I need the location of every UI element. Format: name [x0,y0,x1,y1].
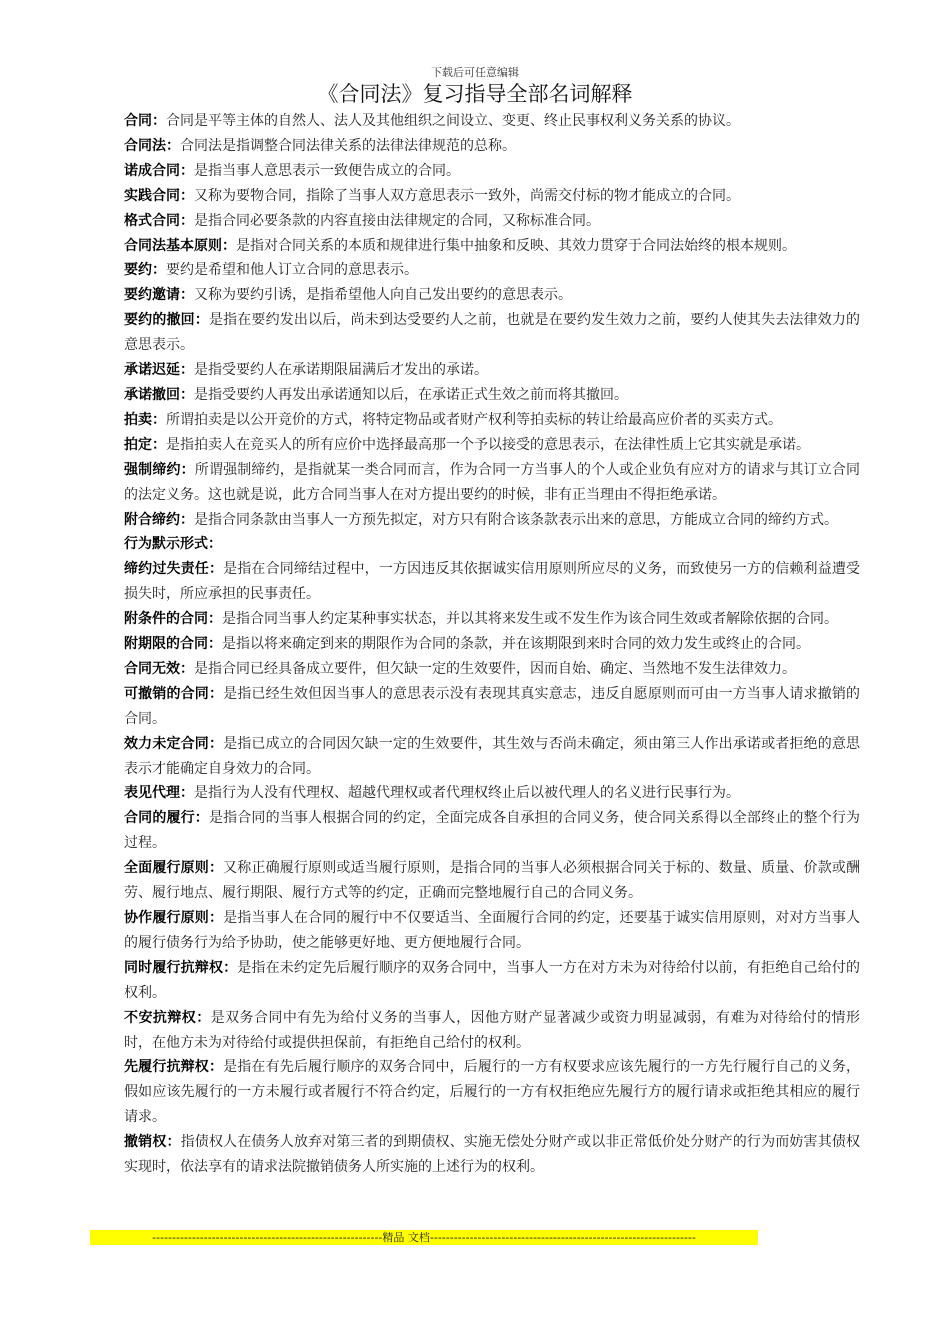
glossary-entry [124,383,860,408]
entry-definition: 是指已成立的合同因欠缺一定的生效要件，其生效与否尚未确定，须由第三人作出承诺或者拒绝的意思表示才能确定自身效力的合同。 [124,735,861,777]
glossary-entry [124,856,860,906]
glossary-entry [124,607,860,632]
glossary-entry [124,1006,860,1056]
glossary-entry [124,209,860,234]
entry-term: 缔约过失责任： [124,561,224,578]
footer-banner: ----------------------------------------------------------精品 文档------------------------------------------------------------------- [90,1230,758,1245]
glossary-entry [124,657,860,682]
entry-term: 表见代理： [124,785,194,802]
entry-definition: 是指在合同缔结过程中，一方因违反其依据诚实信用原则所应尽的义务，而致使另一方的信赖利益遭受损失时，所应承担的民事责任。 [124,561,861,603]
entry-term: 全面履行原则： [124,860,224,877]
glossary-entry [124,632,860,657]
entry-term: 强制缔约： [124,461,195,478]
entry-definition: 是指当事人在合同的履行中不仅要适当、全面履行合同的约定，还要基于诚实信用原则，对对方当事人的履行债务行为给予协助，使之能够更好地、更方便地履行合同。 [124,910,861,951]
entry-term: 附合缔约： [124,511,194,528]
header-note: 下载后可任意编辑 [431,66,519,79]
glossary-entry [124,358,860,383]
glossary-entry [124,134,860,159]
glossary-entry [124,732,860,782]
entry-term: 合同法： [124,137,180,154]
entry-definition: 又称正确履行原则或适当履行原则，是指合同的当事人必须根据合同关于标的、数量、质量、价款或酬劳、履行地点、履行期限、履行方式等的约定，正确而完整地履行自己的合同义务。 [124,860,861,902]
entry-definition: 是指合同条款由当事人一方预先拟定，对方只有附合该条款表示出来的意思，方能成立合同的缔约方式。 [194,511,838,528]
entry-definition: 是指合同当事人约定某种事实状态，并以其将来发生或不发生作为该合同生效或者解除依据的合同。 [222,611,838,628]
glossary-entry [124,234,860,259]
entry-term: 合同： [124,113,166,129]
glossary-list [124,109,860,1180]
entry-definition: 又称为要约引诱，是指希望他人向自己发出要约的意思表示。 [194,287,572,304]
entry-definition: 是指对合同关系的本质和规律进行集中抽象和反映、其效力贯穿于合同法始终的根本规则。 [236,237,796,254]
glossary-entry [124,682,860,732]
entry-term: 合同的履行： [124,810,209,827]
glossary-entry [124,184,860,209]
entry-term: 要约的撤回： [124,312,209,329]
entry-term: 可撤销的合同： [124,685,224,702]
page-title: 《合同法》复习指导全部名词解释 [317,82,633,106]
entry-definition: 是指受要约人在承诺期限届满后才发出的承诺。 [194,362,488,379]
entry-term: 效力未定合同： [124,735,224,752]
entry-definition: 是指行为人没有代理权、超越代理权或者代理权终止后以被代理人的名义进行民事行为。 [194,785,740,802]
glossary-entry [124,906,860,956]
entry-term: 合同法基本原则： [124,237,236,254]
entry-definition: 是指拍卖人在竞买人的所有应价中选择最高那一个予以接受的意思表示，在法律性质上它其实就是承诺。 [166,436,810,453]
entry-term: 行为默示形式： [124,536,222,553]
glossary-entry [124,258,860,283]
entry-definition: 是指已经生效但因当事人的意思表示没有表现其真实意志，违反自愿原则而可由一方当事人请求撤销的合同。 [124,685,861,727]
glossary-entry [124,806,860,856]
glossary-entry [124,781,860,806]
entry-term: 协作履行原则： [124,910,224,926]
entry-term: 诺成合同： [124,162,194,179]
entry-definition: 又称为要物合同，指除了当事人双方意思表示一致外，尚需交付标的物才能成立的合同。 [194,187,740,204]
entry-definition: 是指在未约定先后履行顺序的双务合同中，当事人一方在对方未为对待给付以前，有拒绝自己给付的权利。 [124,959,861,1001]
entry-definition: 是指合同的当事人根据合同的约定，全面完成各自承担的合同义务，使合同关系得以全部终止的整个行为过程。 [124,810,861,852]
entry-term: 格式合同： [124,212,194,229]
entry-definition: 是指合同已经具备成立要件，但欠缺一定的生效要件，因而自始、确定、当然地不发生法律效力。 [194,660,796,677]
entry-definition: 指债权人在债务人放弃对第三者的到期债权、实施无偿处分财产或以非正常低价处分财产的行为而妨害其债权实现时，依法享有的请求法院撤销债务人所实施的上述行为的权利。 [124,1134,861,1176]
entry-definition: 所谓强制缔约，是指就某一类合同而言，作为合同一方当事人的个人或企业负有应对方的请求与其订立合同的法定义务。这也就是说，此方合同当事人在对方提出要约的时候，非有正当理由不得拒绝承诺。 [124,461,861,503]
entry-term: 撤销权： [124,1134,181,1151]
entry-term: 承诺撤回： [124,386,194,403]
entry-definition: 是指在要约发出以后，尚未到达受要约人之前，也就是在要约发生效力之前，要约人使其失去法律效力的意思表示。 [124,312,861,354]
entry-term: 先履行抗辩权： [124,1059,224,1076]
entry-definition: 合同是平等主体的自然人、法人及其他组织之间设立、变更、终止民事权利义务关系的协议。 [166,113,740,129]
glossary-entry [124,109,860,134]
entry-definition: 是双务合同中有先为给付义务的当事人，因他方财产显著减少或资力明显减弱，有难为对待给付的情形时，在他方未为对待给付或提供担保前，有拒绝自己给付的权利。 [124,1009,860,1051]
glossary-entry [124,408,860,433]
entry-definition: 是指以将来确定到来的期限作为合同的条款，并在该期限到来时合同的效力发生或终止的合同。 [222,636,810,653]
glossary-entry [124,1130,860,1180]
glossary-entry [124,1055,860,1130]
glossary-entry [124,508,860,533]
entry-definition: 是指合同必要条款的内容直接由法律规定的合同，又称标准合同。 [194,212,600,229]
entry-definition: 是指当事人意思表示一致便告成立的合同。 [194,162,460,179]
glossary-entry [124,308,860,358]
entry-definition: 所谓拍卖是以公开竞价的方式，将特定物品或者财产权利等拍卖标的转让给最高应价者的买卖方式。 [166,411,782,428]
entry-term: 不安抗辩权： [124,1009,211,1026]
entry-term: 实践合同： [124,187,194,204]
glossary-entry [124,159,860,184]
entry-definition: 合同法是指调整合同法律关系的法律法律规范的总称。 [180,137,516,154]
glossary-entry [124,557,860,607]
glossary-entry [124,433,860,458]
entry-term: 要约： [124,262,166,279]
entry-term: 附期限的合同： [124,636,222,653]
entry-term: 要约邀请： [124,287,194,304]
entry-definition: 是指受要约人再发出承诺通知以后，在承诺正式生效之前而将其撤回。 [194,386,628,403]
glossary-entry [124,532,860,557]
glossary-entry [124,458,860,508]
entry-term: 附条件的合同： [124,611,222,628]
entry-definition: 是指在有先后履行顺序的双务合同中，后履行的一方有权要求应该先履行的一方先行履行自己的义务，假如应该先履行的一方未履行或者履行不符合约定，后履行的一方有权拒绝应先履行方的履行请求或拒绝其相应的履行请求。 [124,1059,861,1126]
entry-term: 同时履行抗辩权： [124,959,238,976]
entry-term: 承诺迟延： [124,362,194,379]
glossary-entry [124,283,860,308]
glossary-entry [124,956,860,1006]
entry-term: 拍卖： [124,411,166,428]
entry-term: 拍定： [124,436,166,453]
entry-definition: 要约是希望和他人订立合同的意思表示。 [166,262,418,279]
entry-term: 合同无效： [124,660,194,677]
